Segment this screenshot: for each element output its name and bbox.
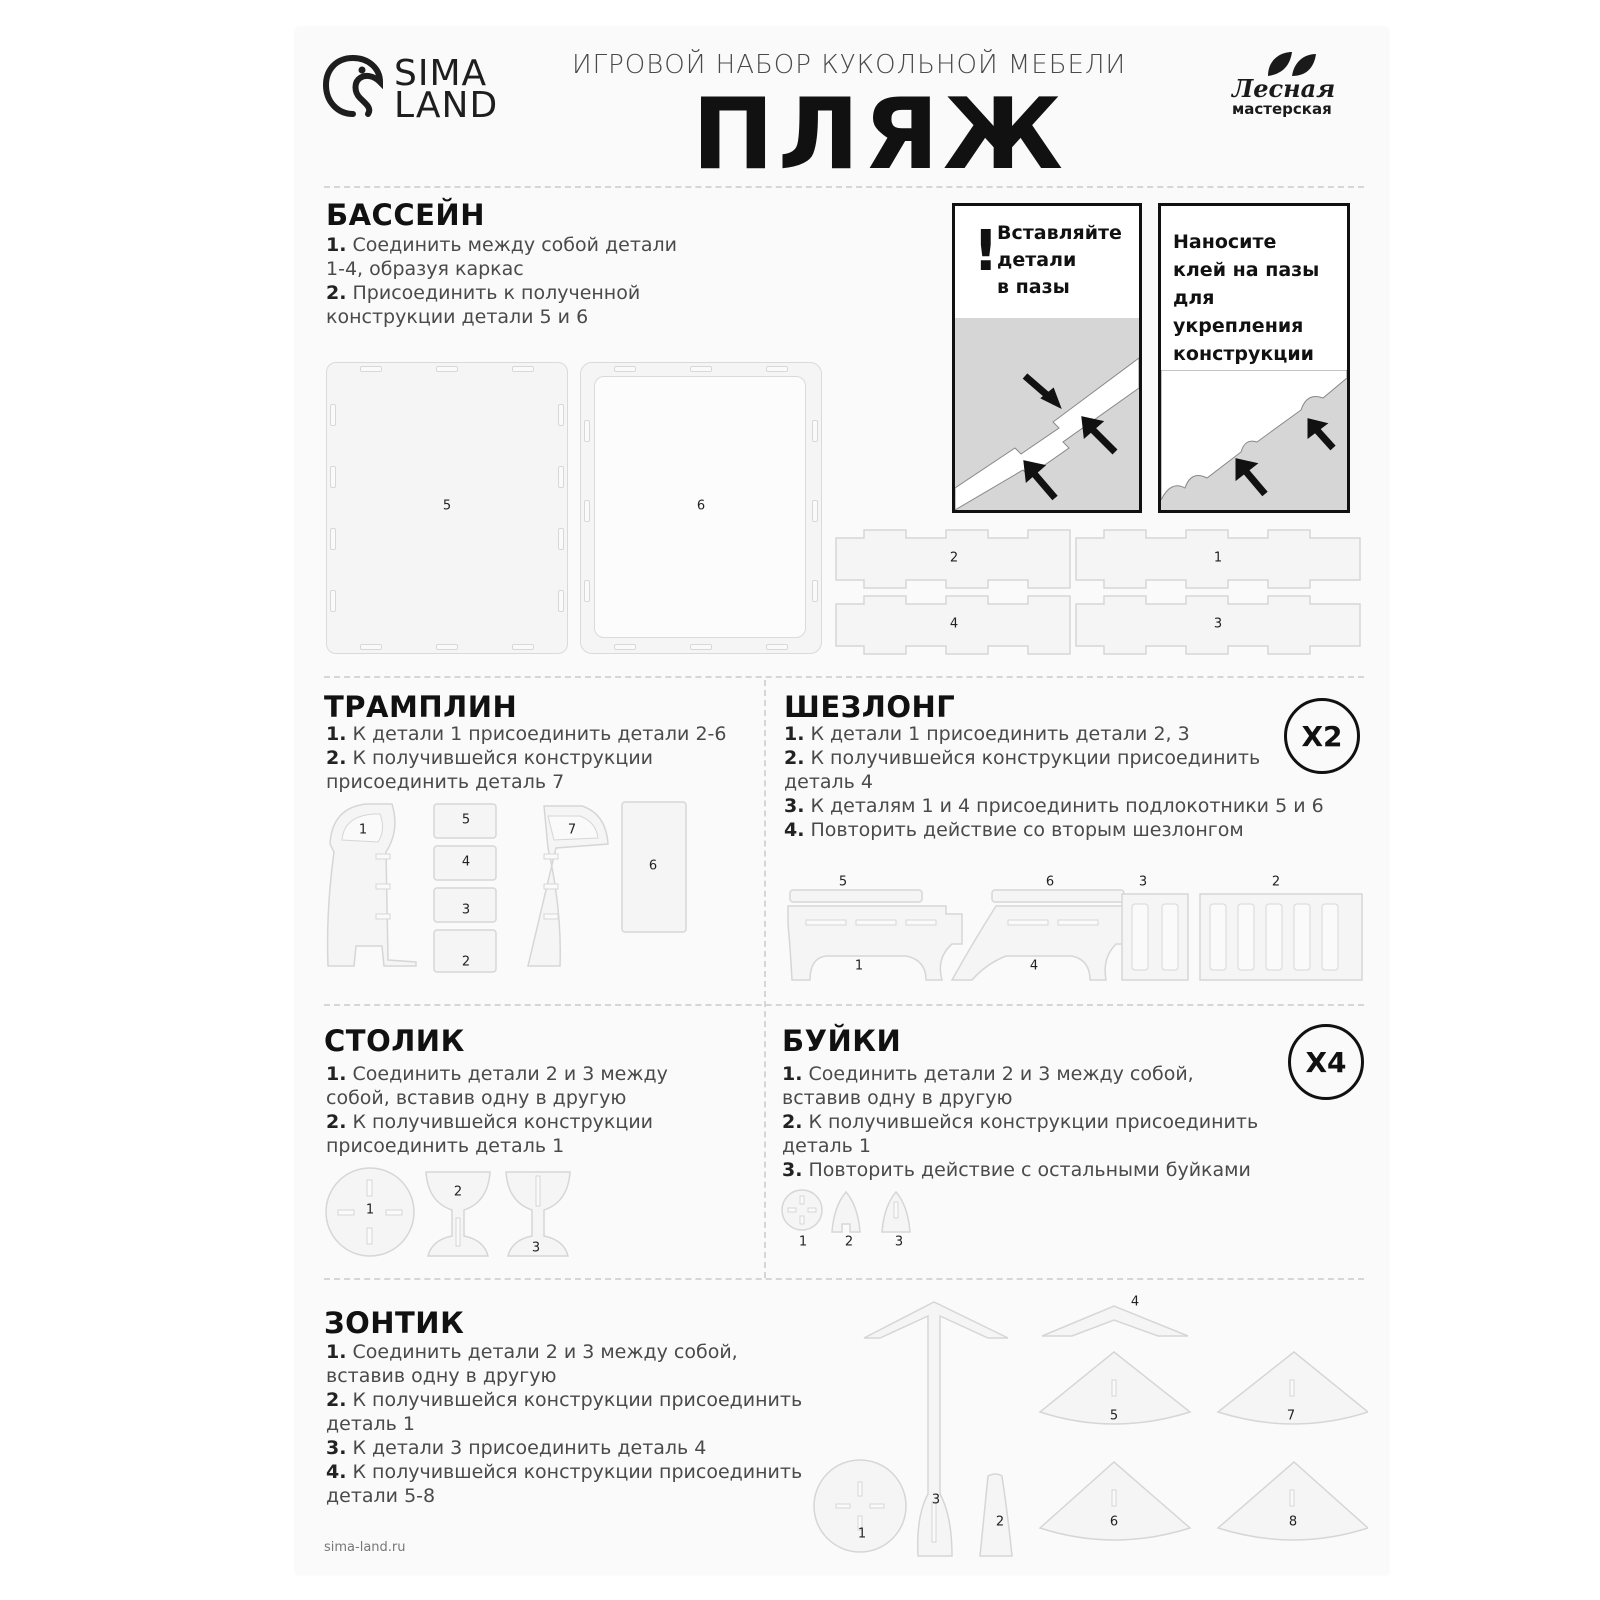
divider — [324, 676, 1364, 678]
glue-arrows-icon — [1161, 370, 1347, 510]
step-line: вставив одну в другую — [326, 1365, 557, 1387]
part-number: 3 — [461, 902, 471, 918]
springboard-parts — [326, 800, 706, 990]
part-number: 1 — [1213, 550, 1223, 566]
step-line: конструкции детали 5 и 6 — [326, 306, 589, 328]
logo-text-sima: SIMA — [394, 53, 488, 94]
page-subtitle: ИГРОВОЙ НАБОР КУКОЛЬНОЙ МЕБЕЛИ — [572, 50, 1127, 80]
brand-subtitle: мастерская — [1232, 100, 1332, 118]
part-number: 1 — [854, 958, 864, 974]
part-number: 6 — [696, 498, 706, 514]
step-line: 3. К деталям 1 и 4 присоединить подлокотники 5 и 6 — [784, 795, 1324, 817]
section-heading-table: СТОЛИК — [324, 1024, 465, 1058]
step-line: 1. К детали 1 присоединить детали 2-6 — [326, 723, 727, 745]
step-line: 1-4, образуя каркас — [326, 258, 524, 280]
part-number: 5 — [1109, 1408, 1119, 1424]
quantity-badge-x4: X4 — [1288, 1024, 1364, 1100]
step-line: 2. К получившейся конструкции — [326, 747, 654, 769]
part-number: 3 — [531, 1240, 541, 1256]
part-number: 4 — [949, 616, 959, 632]
pool-frame-parts — [834, 528, 1364, 656]
insert-arrows-icon — [955, 318, 1139, 510]
step-line: деталь 1 — [782, 1135, 872, 1157]
notice-insert-text: Вставляйте детали в пазы — [997, 222, 1122, 298]
part-number: 7 — [1286, 1408, 1296, 1424]
part-number: 2 — [949, 550, 959, 566]
buoy-parts — [780, 1188, 920, 1234]
logo-text-land: LAND — [394, 85, 499, 126]
part-number: 1 — [857, 1526, 867, 1542]
section-heading-lounger: ШЕЗЛОНГ — [784, 690, 956, 724]
step-line: 1. Соединить между собой детали — [326, 234, 678, 256]
step-line: 4. К получившейся конструкции присоединить — [326, 1461, 803, 1483]
part-number: 7 — [567, 822, 577, 838]
part-number: 2 — [844, 1234, 854, 1250]
step-line: 3. К детали 3 присоединить деталь 4 — [326, 1437, 707, 1459]
part-number: 3 — [1213, 616, 1223, 632]
step-line: 2. К получившейся конструкции присоединить — [782, 1111, 1259, 1133]
step-line: деталь 1 — [326, 1413, 416, 1435]
part-number: 1 — [358, 822, 368, 838]
quantity-badge-x2: X2 — [1284, 698, 1360, 774]
umbrella-parts — [812, 1296, 1368, 1558]
divider — [324, 1278, 1364, 1280]
part-number: 3 — [894, 1234, 904, 1250]
step-line: 2. К получившейся конструкции — [326, 1111, 654, 1133]
section-heading-umbrella: ЗОНТИК — [324, 1306, 465, 1340]
section-heading-springboard: ТРАМПЛИН — [324, 690, 518, 724]
step-line: 1. К детали 1 присоединить детали 2, 3 — [784, 723, 1190, 745]
buoys-steps — [782, 1062, 1258, 1182]
table-steps — [326, 1062, 668, 1158]
notice-glue-text: Наносите клей на пазы для укрепления конструкции — [1173, 231, 1320, 365]
step-line: 1. Соединить детали 2 и 3 между — [326, 1063, 668, 1085]
part-number: 4 — [1029, 958, 1039, 974]
step-line: детали 5-8 — [326, 1485, 436, 1507]
notice-insert-box — [952, 203, 1142, 513]
part-number: 2 — [1271, 874, 1281, 890]
part-number: 3 — [931, 1492, 941, 1508]
part-number: 4 — [461, 854, 471, 870]
part-number: 8 — [1288, 1514, 1298, 1530]
part-number: 6 — [1109, 1514, 1119, 1530]
step-line: 2. Присоединить к полученной — [326, 282, 641, 304]
step-line: присоединить деталь 1 — [326, 1135, 565, 1157]
divider — [764, 680, 766, 1278]
sima-land-logo-icon — [322, 52, 384, 118]
part-number: 5 — [838, 874, 848, 890]
umbrella-steps — [326, 1340, 802, 1508]
step-line: присоединить деталь 7 — [326, 771, 565, 793]
step-line: вставив одну в другую — [782, 1087, 1013, 1109]
step-line: 4. Повторить действие со вторым шезлонгом — [784, 819, 1244, 841]
pool-steps — [326, 233, 677, 329]
section-heading-pool: БАССЕЙН — [326, 198, 485, 232]
page-title: ПЛЯЖ — [692, 78, 1067, 192]
step-line: деталь 4 — [784, 771, 874, 793]
part-number: 5 — [442, 498, 452, 514]
step-line: 1. Соединить детали 2 и 3 между собой, — [782, 1063, 1194, 1085]
exclamation-icon: ! — [973, 219, 999, 284]
part-number: 2 — [461, 954, 471, 970]
springboard-steps — [326, 722, 726, 794]
brand-name: Лесная — [1232, 74, 1336, 103]
divider — [324, 1004, 1364, 1006]
step-line: 1. Соединить детали 2 и 3 между собой, — [326, 1341, 738, 1363]
section-heading-buoys: БУЙКИ — [782, 1024, 902, 1058]
step-line: 2. К получившейся конструкции присоединить — [784, 747, 1261, 769]
lounger-parts — [786, 884, 1366, 984]
part-number: 2 — [995, 1514, 1005, 1530]
step-line: 3. Повторить действие с остальными буйками — [782, 1159, 1251, 1181]
part-number: 6 — [648, 858, 658, 874]
step-line: собой, вставив одну в другую — [326, 1087, 627, 1109]
part-number: 4 — [1130, 1294, 1140, 1310]
lounger-steps — [784, 722, 1324, 842]
part-number: 5 — [461, 812, 471, 828]
step-line: 2. К получившейся конструкции присоединить — [326, 1389, 803, 1411]
part-number: 6 — [1045, 874, 1055, 890]
divider — [324, 186, 1364, 188]
footer-site: sima-land.ru — [324, 1540, 406, 1555]
part-number: 2 — [453, 1184, 463, 1200]
part-number: 1 — [798, 1234, 808, 1250]
part-number: 3 — [1138, 874, 1148, 890]
notice-glue-box — [1158, 203, 1350, 513]
part-number: 1 — [365, 1202, 375, 1218]
